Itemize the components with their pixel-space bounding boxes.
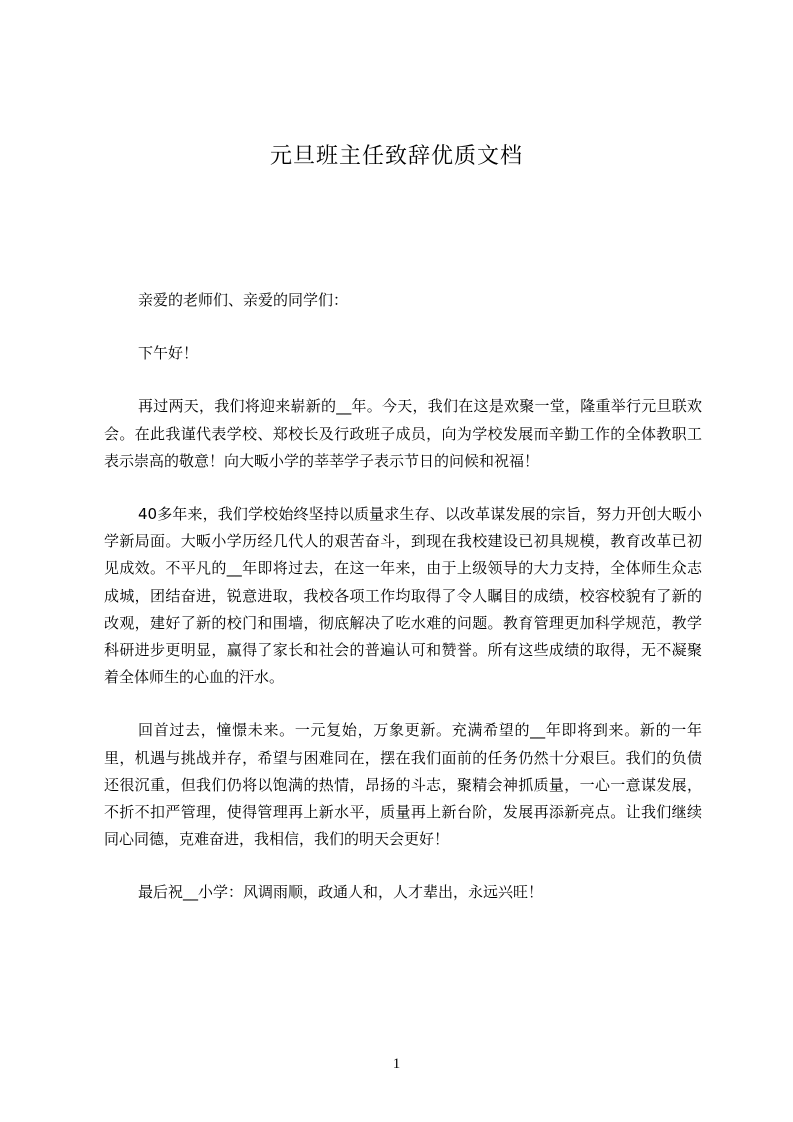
body-paragraph: 回首过去，憧憬未来。一元复始，万象更新。充满希望的__年即将到来。新的一年里，机遇与挑战并存，希望与困难同在，摆在我们面前的任务仍然十分艰巨。我们的负债还很沉重，但我们仍将以饱满的热情，昂扬的斗志，聚精会神抓质量，一心一意谋发展，不折不扣严管理，使得管理再上新水平，质量再上新台阶，发展再添新亮点。让我们继续同心同德，克难奋进，我相信，我们的明天会更好！	[104, 721, 702, 849]
greeting-paragraph: 下午好！	[138, 344, 199, 363]
body-paragraph: 再过两天，我们将迎来崭新的__年。今天，我们在这是欢聚一堂，隆重举行元旦联欢会。在此我谨代表学校、郑校长及行政班子成员，向为学校发展而辛勤工作的全体教职工表示崇高的敬意！向大畈小学的莘莘学子表示节日的问候和祝福！	[104, 397, 702, 470]
document-body	[104, 287, 702, 933]
salutation-paragraph: 亲爱的老师们、亲爱的同学们：	[138, 291, 349, 309]
page-number: 1	[392, 1056, 401, 1072]
document-title: 元旦班主任致辞优质文档	[269, 144, 523, 169]
closing-paragraph: 最后祝__小学：风调雨顺，政通人和，人才辈出，永远兴旺！	[138, 883, 544, 902]
body-paragraph: 40多年来，我们学校始终坚持以质量求生存、以改革谋发展的宗旨，努力开创大畈小学新局面。大畈小学历经几代人的艰苦奋斗，到现在我校建设已初具规模，教育改革已初见成效。不平凡的__年即将过去，在这一年来，由于上级领导的大力支持，全体师生众志成城，团结奋进，锐意进取，我校各项工作均取得了令人瞩目的成绩，校容校貌有了新的改观，建好了新的校门和围墙，彻底解决了吃水难的问题。教育管理更加科学规范，教学科研进步更明显，赢得了家长和社会的普遍认可和赞誉。所有这些成绩的取得，无不凝聚着全体师生的心血的汗水。	[104, 505, 702, 687]
